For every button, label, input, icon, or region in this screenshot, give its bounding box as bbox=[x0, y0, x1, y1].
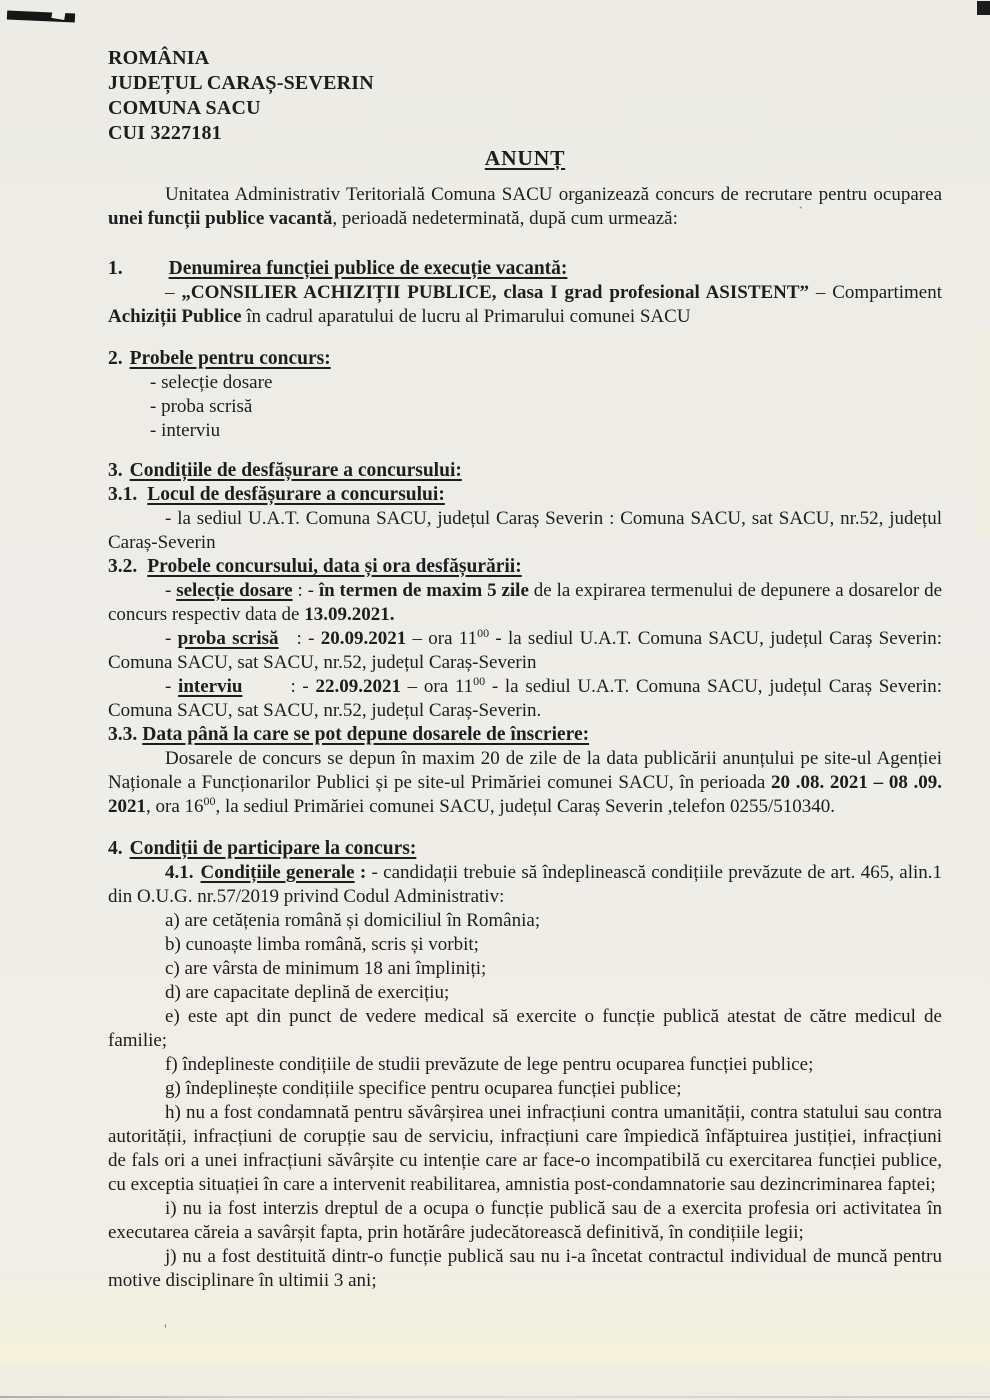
list-item-proba-scrisa: - proba scrisă bbox=[150, 396, 253, 417]
paragraph-proba-scrisa bbox=[108, 627, 942, 675]
scan-artifact-top-right bbox=[977, 1, 990, 15]
date-proba-scrisa: 20.09.2021 bbox=[320, 628, 407, 649]
s1-text-1: Compartiment bbox=[832, 282, 943, 303]
label-proba-scrisa: proba scrisă bbox=[177, 628, 279, 649]
colon: : bbox=[354, 862, 372, 883]
doc-title-text: ANUNȚ bbox=[484, 146, 566, 170]
hour-superscript: 00 bbox=[203, 794, 216, 808]
intro-text-2: , perioadă nedeterminată, după cum urmează: bbox=[332, 208, 678, 229]
condition-item-j: j) nu a fost destituită dintr-o funcție publică sau nu i-a încetat contractul individual de muncă pentru motive disciplinare în ultimii 3 ani; bbox=[108, 1246, 942, 1291]
condition-item-e: e) este apt din punct de vedere medical să exercite o funcție publică atestat de către medicul de familie; bbox=[108, 1006, 942, 1051]
section-3-3-number: 3.3. bbox=[108, 724, 138, 745]
org-country: ROMÂNIA bbox=[108, 47, 210, 69]
section-4-heading bbox=[108, 837, 942, 861]
text: - la sediul U.A.T. Comuna SACU, județul Caraș Severin: Comuna SACU, sat SACU, nr.52, județul Caraș-Severin. bbox=[108, 676, 943, 721]
doc-title bbox=[108, 146, 942, 171]
s1-dash-close: – bbox=[809, 282, 833, 303]
section-3-heading bbox=[108, 459, 942, 483]
document-page bbox=[108, 46, 942, 1293]
text: - la sediul U.A.T. Comuna SACU, județul Caraș Severin: Comuna SACU, sat SACU, nr.52, județul Caraș-Severin bbox=[108, 628, 942, 673]
section-3-2-heading bbox=[108, 555, 942, 579]
dash: - bbox=[165, 628, 178, 649]
text: Dosarele de concurs se depun în maxim 20 de zile de la data publicării anunțului pe site-ul Agenției Naționale a Funcționarilor Publici și pe site-ul Primăriei comunei SACU, în perioada bbox=[108, 748, 942, 793]
dash: - bbox=[165, 580, 177, 601]
section-4-1-number: 4.1. bbox=[165, 862, 194, 883]
condition-item-g: g) îndeplinește condițiile specifice pentru ocuparea funcției publice; bbox=[165, 1078, 682, 1099]
list-item-selectie-dosare: - selecție dosare bbox=[150, 372, 273, 393]
condition-item-a: a) are cetățenia română și domiciliul în România; bbox=[165, 910, 541, 931]
list-item-interviu: - interviu bbox=[150, 420, 221, 441]
s1-position-name: „CONSILIER ACHIZIȚII PUBLICE, clasa I grad profesional ASISTENT” bbox=[181, 282, 810, 303]
scan-artifact-bottom-edge bbox=[0, 1396, 990, 1398]
s1-text-2: în cadrul aparatului de lucru al Primarului comunei SACU bbox=[241, 306, 691, 327]
scan-artifact-top-left-notch bbox=[51, 9, 65, 20]
stray-ink-apostrophe: ' bbox=[164, 1322, 167, 1339]
section-3-2-title: Probele concursului, data și ora desfășurării: bbox=[147, 556, 522, 577]
paragraph-selectie-dosare bbox=[108, 579, 942, 627]
label-interviu: interviu bbox=[178, 676, 243, 697]
hour-superscript: 00 bbox=[473, 674, 486, 688]
deadline-rule: în termen de maxim 5 zile bbox=[318, 580, 529, 601]
intro-text-1: Unitatea Administrativ Teritorială Comuna SACU organizează concurs de recrutare pentru ocuparea bbox=[165, 184, 942, 205]
section-3-1-heading bbox=[108, 483, 942, 507]
separator: : - bbox=[290, 676, 316, 697]
section-4-title: Condiții de participare la concurs: bbox=[129, 838, 417, 859]
condition-item-c: c) are vârsta de minimum 18 ani împliniți; bbox=[165, 958, 487, 979]
date-interviu: 22.09.2021 bbox=[315, 676, 401, 697]
section-3-1-number: 3.1. bbox=[108, 484, 138, 505]
org-header bbox=[108, 46, 942, 146]
section-3-title: Condițiile de desfășurare a concursului: bbox=[129, 460, 462, 481]
section-4-1-title: Condițiile generale bbox=[200, 862, 355, 883]
section-4-1-body bbox=[108, 861, 942, 909]
section-3-3-title: Data până la care se pot depune dosarele de înscriere: bbox=[142, 724, 590, 745]
text: - candidații trebuie să îndeplinească condițiile prevăzute de art. 465, alin.1 din O.U.G. nr.57/2019 privind Codul Administrativ: bbox=[108, 862, 943, 907]
section-3-3-heading bbox=[108, 723, 942, 747]
text: – ora 11 bbox=[406, 628, 478, 649]
org-cui: CUI 3227181 bbox=[108, 122, 222, 144]
section-4-number: 4. bbox=[108, 838, 123, 859]
section-1-title: Denumirea funcției publice de execuție vacantă: bbox=[168, 258, 568, 279]
text: – ora 11 bbox=[400, 676, 474, 697]
section-2-title: Probele pentru concurs: bbox=[129, 348, 331, 369]
stray-ink-dot: · bbox=[798, 200, 804, 217]
condition-item-i: i) nu ia fost interzis dreptul de a ocupa o funcție publică sau de a exercita profesia ori activitatea în executarea căreia a savârșit fapta, prin hotărâre judecătorească definitivă, în condițiile legii; bbox=[108, 1198, 942, 1243]
org-county: JUDEȚUL CARAȘ-SEVERIN bbox=[108, 72, 374, 94]
paragraph-interviu bbox=[108, 675, 942, 723]
separator: : - bbox=[292, 580, 319, 601]
section-1-body bbox=[108, 281, 942, 329]
condition-item-h: h) nu a fost condamnată pentru săvârșirea unei infracțiuni contra umanității, contra statului sau contra autorității, infracțiuni de corupție sau de serviciu, infracțiuni care împiedică înfăptuirea justiției, infracțiuni de fals ori a unei infracțiuni săvârșite cu intenție care ar face-o incompatibilă cu exercitarea funcției publice, cu exceptia situației în care a intervenit reabilitarea, amnistia post-condamnatorie sau dezincriminarea faptei; bbox=[108, 1102, 942, 1195]
s1-dash-open: – bbox=[165, 282, 182, 303]
section-3-1-title: Locul de desfășurare a concursului: bbox=[147, 484, 445, 505]
date-selectie: 13.09.2021. bbox=[304, 604, 395, 625]
section-2-number: 2. bbox=[108, 348, 123, 369]
label-selectie-dosare: selecție dosare bbox=[176, 580, 293, 601]
section-3-2-number: 3.2. bbox=[108, 556, 138, 577]
condition-item-b: b) cunoaște limba română, scris și vorbit; bbox=[165, 934, 479, 955]
intro-bold: unei funcții publice vacantă bbox=[108, 208, 333, 229]
section-1-number: 1. bbox=[108, 258, 123, 279]
separator: : - bbox=[296, 628, 321, 649]
text: , ora 16 bbox=[146, 796, 204, 817]
section-3-3-body bbox=[108, 747, 942, 819]
dash: - bbox=[165, 676, 179, 697]
condition-item-d: d) are capacitate deplină de exercițiu; bbox=[165, 982, 450, 1003]
section-3-1-body: - la sediul U.A.T. Comuna SACU, județul Caraș Severin : Comuna SACU, sat SACU, nr.52, județul Caraș-Severin bbox=[108, 508, 942, 553]
scan-tint-bottom bbox=[0, 1342, 990, 1366]
intro-paragraph bbox=[108, 183, 942, 231]
submission-period: 20 .08. 2021 – 08 .09. 2021 bbox=[108, 772, 943, 817]
text: , la sediul Primăriei comunei SACU, județul Caraș Severin ,telefon 0255/510340. bbox=[215, 796, 836, 817]
scan-tint-right bbox=[978, 330, 990, 540]
text: de la expirarea termenului de depunere a dosarelor de concurs respectiv data de bbox=[108, 580, 942, 625]
section-2-heading bbox=[108, 347, 942, 371]
section-1-heading bbox=[108, 257, 942, 281]
hour-superscript: 00 bbox=[477, 626, 490, 640]
condition-item-f: f) îndeplineste condițiile de studii prevăzute de lege pentru ocuparea funcției publice; bbox=[165, 1054, 814, 1075]
org-commune: COMUNA SACU bbox=[108, 97, 261, 119]
s1-department: Achiziții Publice bbox=[108, 306, 242, 327]
section-3-number: 3. bbox=[108, 460, 123, 481]
